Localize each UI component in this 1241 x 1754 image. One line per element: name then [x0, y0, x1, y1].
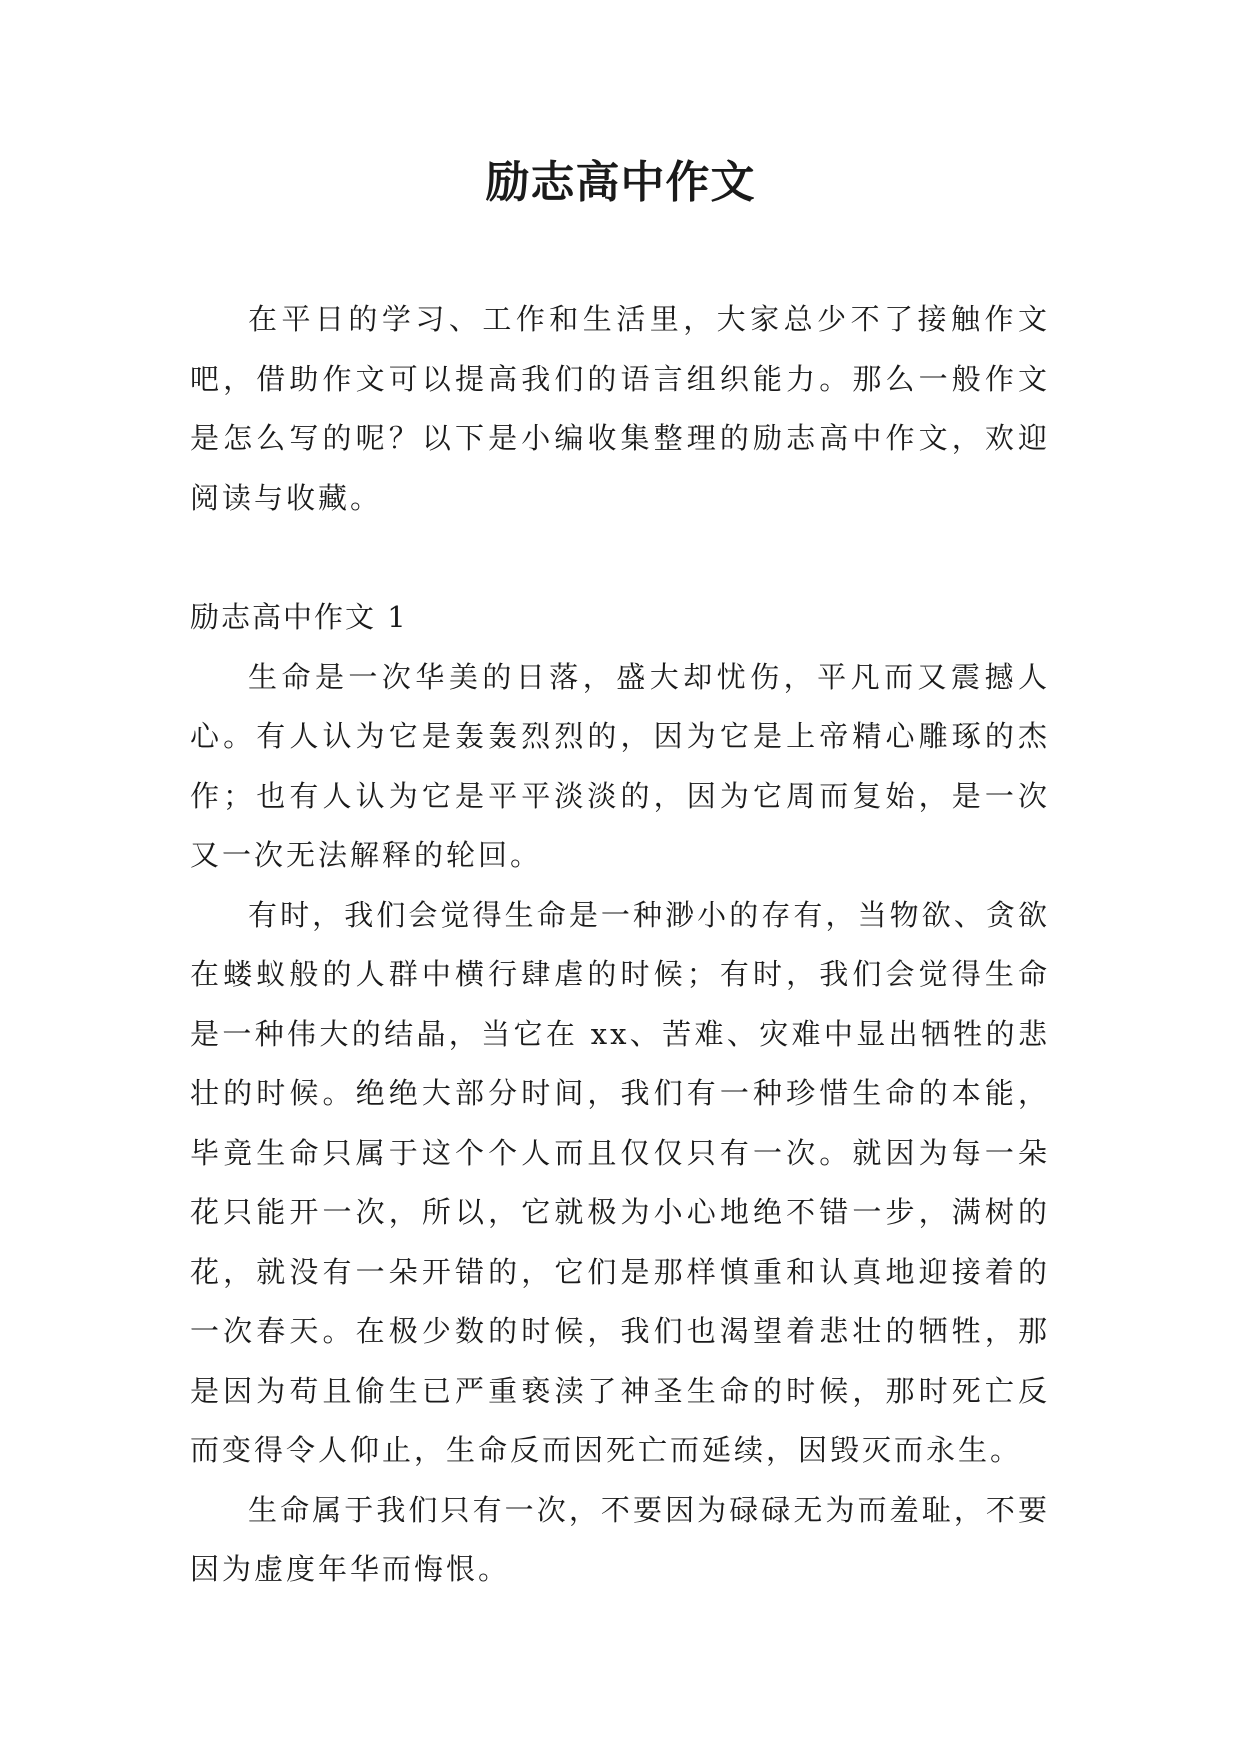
document-title: 励志高中作文 [485, 157, 756, 208]
section-heading: 励志高中作文 1 [190, 600, 408, 634]
document-body [190, 290, 1050, 1600]
body-paragraph-2: 有时，我们会觉得生命是一种渺小的存有，当物欲、贪欲在蝼蚁般的人群中横行肆虐的时候；有时，我们会觉得生命是一种伟大的结晶，当它在 xx、苦难、灾难中显出牺牲的悲壮的时候。绝绝大部分时间，我们有一种珍惜生命的本能，毕竟生命只属于这个个人而且仅仅只有一次。就因为每一朵花只能开一次，所以，它就极为小心地绝不错一步，满树的花，就没有一朵开错的，它们是那样慎重和认真地迎接着的一次春天。在极少数的时候，我们也渴望着悲壮的牺牲，那是因为苟且偷生已严重亵渎了神圣生命的时候，那时死亡反而变得令人仰止，生命反而因死亡而延续，因毁灭而永生。 [190, 897, 1050, 1467]
body-paragraph-1: 生命是一次华美的日落，盛大却忧伤，平凡而又震撼人心。有人认为它是轰轰烈烈的，因为它是上帝精心雕琢的杰作；也有人认为它是平平淡淡的，因为它周而复始，是一次又一次无法解释的轮回。 [190, 659, 1050, 872]
body-paragraph-3: 生命属于我们只有一次，不要因为碌碌无为而羞耻，不要因为虚度年华而悔恨。 [190, 1492, 1050, 1586]
intro-paragraph: 在平日的学习、工作和生活里，大家总少不了接触作文吧，借助作文可以提高我们的语言组织能力。那么一般作文是怎么写的呢？以下是小编收集整理的励志高中作文，欢迎阅读与收藏。 [190, 302, 1050, 515]
